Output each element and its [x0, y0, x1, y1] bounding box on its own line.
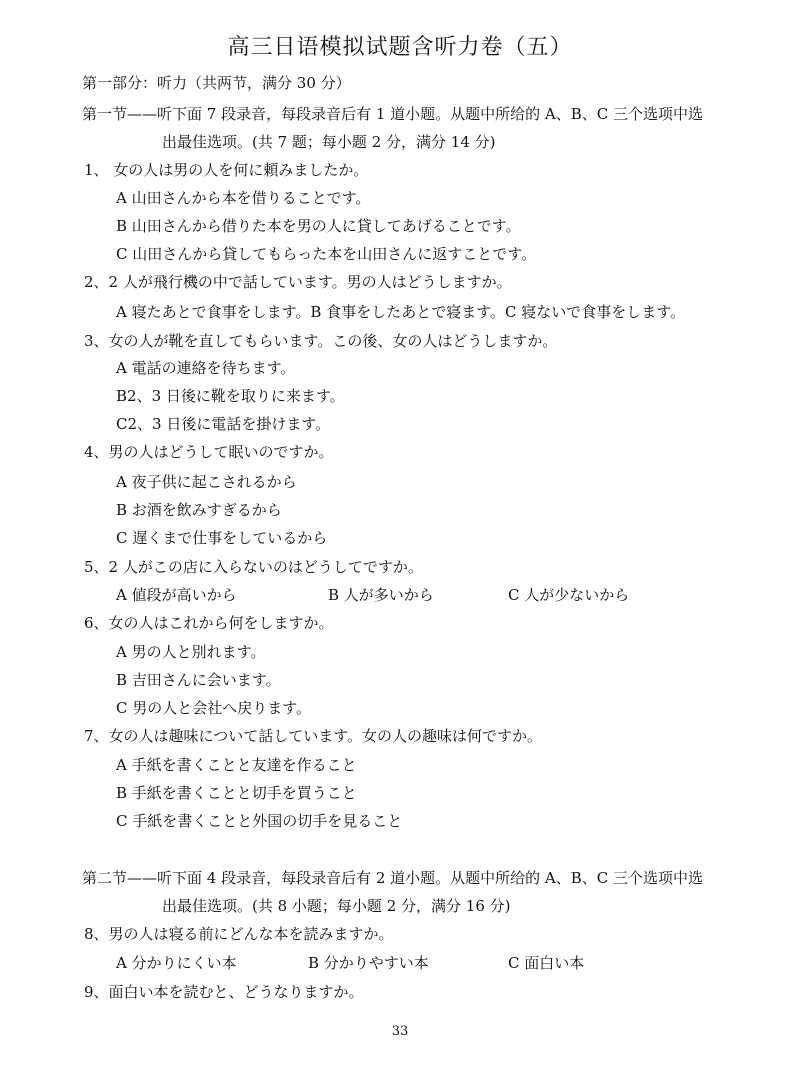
- question-3-option-a: A 電話の連絡を待ちます。: [116, 359, 296, 377]
- question-2-options: A 寝たあとで食事をします。B 食事をしたあとで寝ます。C 寝ないで食事をします。: [116, 303, 686, 321]
- section1-instruction-cont: 出最佳选项。(共 7 题；每小题 2 分，满分 14 分): [162, 133, 496, 151]
- question-6-option-c: C 男の人と会社へ戻ります。: [116, 699, 312, 717]
- question-4: 4、男の人はどうして眠いのですか。: [84, 443, 334, 461]
- section2-instruction-cont: 出最佳选项。(共 8 小题；每小题 2 分，满分 16 分): [162, 897, 511, 915]
- question-4-option-b: B お酒を飲みすぎるから: [116, 501, 282, 519]
- page-number: 33: [391, 1024, 409, 1039]
- question-8-option-a: A 分かりにくい本: [116, 954, 237, 972]
- question-8-option-c: C 面白い本: [508, 954, 585, 972]
- question-4-option-a: A 夜子供に起こされるから: [116, 473, 297, 491]
- question-6: 6、女の人はこれから何をしますか。: [84, 614, 334, 632]
- question-5: 5、2 人がこの店に入らないのはどうしてですか。: [84, 558, 423, 576]
- question-6-option-a: A 男の人と別れます。: [116, 643, 266, 661]
- question-1: 1、 女の人は男の人を何に頼みましたか。: [84, 161, 369, 179]
- question-5-option-a: A 値段が高いから: [116, 586, 237, 604]
- question-9: 9、面白い本を読むと、どうなりますか。: [84, 983, 364, 1001]
- question-7-option-c: C 手紙を書くことと外国の切手を見ること: [116, 812, 403, 830]
- question-7-option-b: B 手紙を書くことと切手を買うこと: [116, 784, 357, 802]
- part1-heading: 第一部分：听力（共两节，满分 30 分）: [82, 74, 351, 92]
- question-3: 3、女の人が靴を直してもらいます。この後、女の人はどうしますか。: [84, 332, 558, 350]
- section2-instruction: 第二节——听下面 4 段录音，每段录音后有 2 道小题。从题中所给的 A、B、C 三个选项中选: [82, 869, 704, 887]
- question-5-option-b: B 人が多いから: [328, 586, 434, 604]
- question-6-option-b: B 吉田さんに会います。: [116, 671, 281, 689]
- question-1-option-b: B 山田さんから借りた本を男の人に貸してあげることです。: [116, 217, 521, 235]
- question-3-option-b: B2、3 日後に靴を取りに来ます。: [116, 387, 345, 405]
- question-8: 8、男の人は寝る前にどんな本を読みますか。: [84, 925, 394, 943]
- question-7: 7、女の人は趣味について話しています。女の人の趣味は何ですか。: [84, 727, 543, 745]
- question-4-option-c: C 遅くまで仕事をしているから: [116, 529, 328, 547]
- question-7-option-a: A 手紙を書くことと友達を作ること: [116, 756, 357, 774]
- section1-instruction: 第一节——听下面 7 段录音，每段录音后有 1 道小题。从题中所给的 A、B、C 三个选项中选: [82, 105, 704, 123]
- question-3-option-c: C2、3 日後に電話を掛けます。: [116, 415, 331, 433]
- question-2: 2、2 人が飛行機の中で話しています。男の人はどうしますか。: [84, 273, 512, 291]
- question-1-option-a: A 山田さんから本を借りることです。: [116, 189, 371, 207]
- question-1-option-c: C 山田さんから貸してもらった本を山田さんに返すことです。: [116, 245, 537, 263]
- question-5-option-c: C 人が少ないから: [508, 586, 630, 604]
- question-8-option-b: B 分かりやすい本: [308, 954, 429, 972]
- page-title: 高三日语模拟试题含听力卷（五）: [227, 35, 573, 60]
